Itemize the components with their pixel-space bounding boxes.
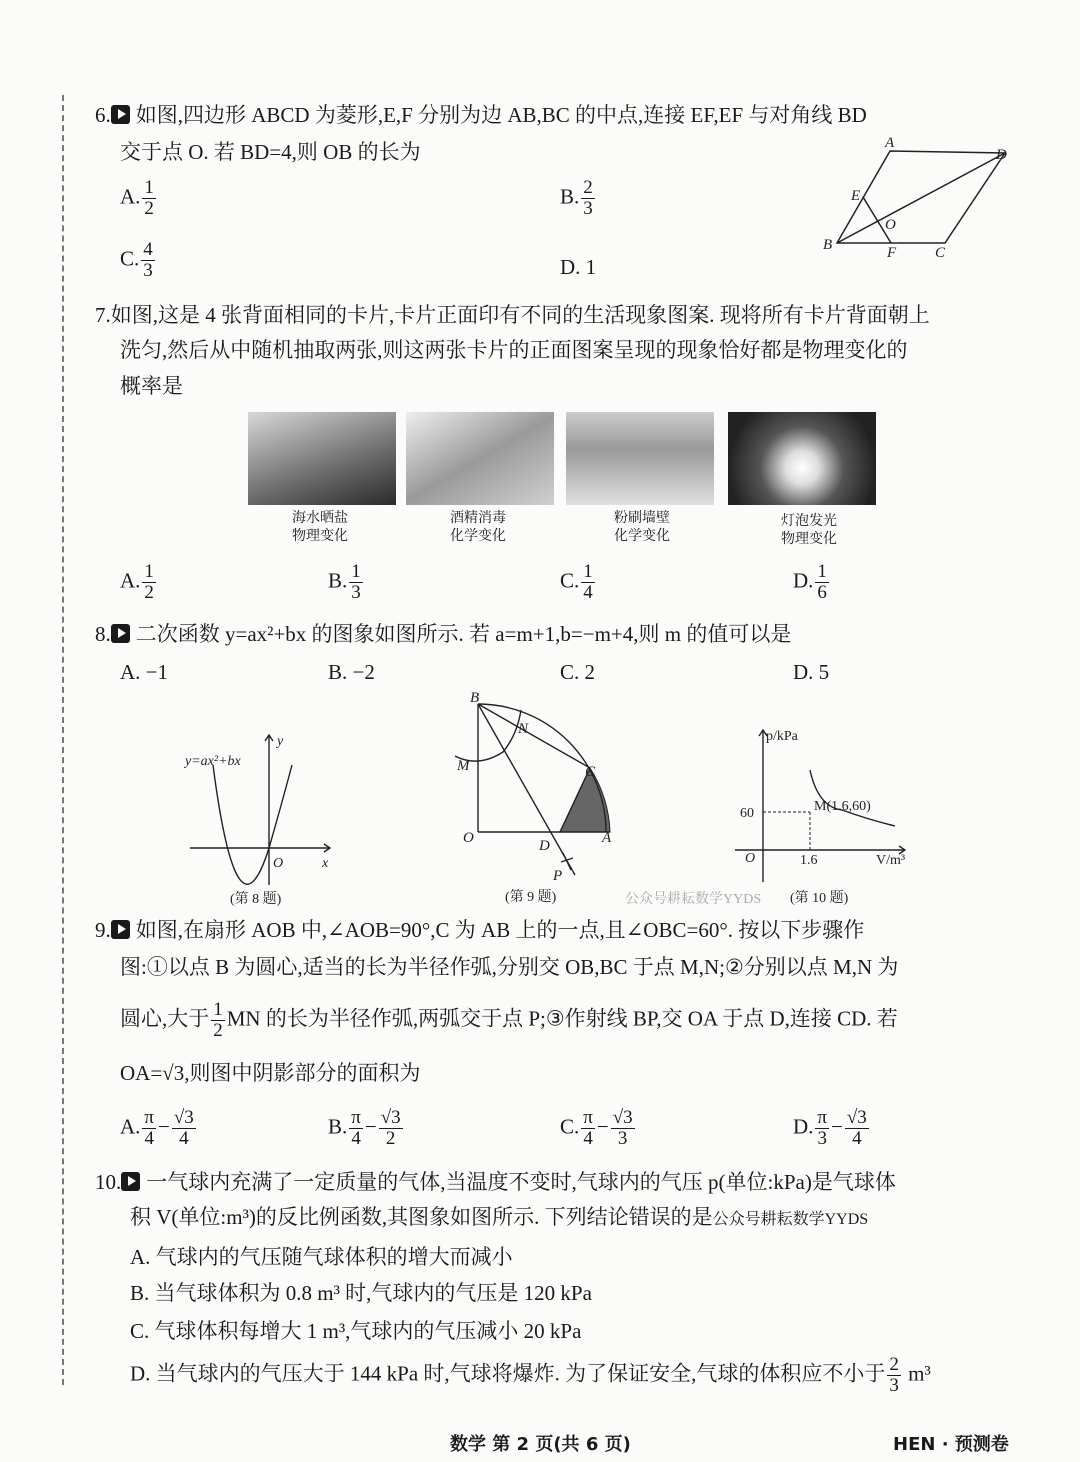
svg-text:O: O <box>463 830 474 846</box>
q7-option-d[interactable]: D. $\frac{1}{6}$ <box>793 561 827 603</box>
label-a: A <box>885 135 895 151</box>
label-e: E <box>851 188 861 204</box>
q6-line2: 交于点 O. 若 BD=4,则 OB 的长为 <box>120 140 421 164</box>
q7-line1: 7.如图,这是 4 张背面相同的卡片,卡片正面印有不同的生活现象图案. 现将所有卡片背面朝上 <box>95 303 930 327</box>
video-play-icon[interactable] <box>111 920 130 939</box>
q7-line2: 洗匀,然后从中随机抽取两张,则这两张卡片的正面图案呈现的现象恰好都是物理变化的 <box>120 338 908 362</box>
q9-option-a[interactable]: A. $\frac{\pi}{4}$ − $\frac{√3}{4}$ <box>120 1107 194 1149</box>
q8-option-b[interactable]: B. −2 <box>328 660 375 684</box>
svg-text:O: O <box>745 851 756 866</box>
svg-text:B: B <box>470 690 480 706</box>
label-o: O <box>885 217 896 233</box>
q8-option-a[interactable]: A. −1 <box>120 660 169 684</box>
q6-option-a[interactable]: A. $\frac{1}{2}$ <box>120 177 154 219</box>
svg-text:N: N <box>518 721 529 737</box>
q9-line1: 9. 如图,在扇形 AOB 中,∠AOB=90°,C 为 AB 上的一点,且∠OBC=60°. 按以下步骤作 <box>95 918 865 942</box>
question-text: 如图,四边形 ABCD 为菱形,E,F 分别为边 AB,BC 的中点,连接 EF,EF 与对角线 BD <box>135 103 867 127</box>
q10-option-c[interactable]: C. 气球体积每增大 1 m³,气球内的气压减小 20 kPa <box>130 1319 582 1343</box>
video-play-icon[interactable] <box>121 1172 140 1191</box>
card-image-sea-salt <box>248 412 396 505</box>
watermark: 公众号耕耘数学YYDS <box>625 892 762 907</box>
q7-option-c[interactable]: C. $\frac{1}{4}$ <box>560 561 593 603</box>
label-b: B <box>823 237 833 253</box>
q6-option-c[interactable]: C. $\frac{4}{3}$ <box>120 239 153 281</box>
video-play-icon[interactable] <box>111 105 130 124</box>
svg-text:C: C <box>585 764 596 780</box>
svg-text:V/m³: V/m³ <box>876 853 906 868</box>
q9-option-b[interactable]: B. $\frac{\pi}{4}$ − $\frac{√3}{2}$ <box>328 1107 401 1149</box>
question-number: 6. <box>95 103 111 127</box>
svg-text:60: 60 <box>740 806 754 821</box>
page-footer-number: 数学 第 2 页(共 6 页) <box>450 1434 631 1455</box>
q10-option-b[interactable]: B. 当气球体积为 0.8 m³ 时,气球内的气压是 120 kPa <box>130 1281 592 1305</box>
q10-option-d[interactable]: D. 当气球内的气压大于 144 kPa 时,气球将爆炸. 为了保证安全,气球的体积应不小于 $\frac{2}{3}$ m³ <box>130 1354 931 1396</box>
q6-line1 <box>95 105 867 126</box>
card-image-alcohol <box>406 412 554 505</box>
q9-line4: OA=√3,则图中阴影部分的面积为 <box>120 1061 421 1085</box>
label-d: D <box>996 147 1007 163</box>
q10-line2: 积 V(单位:m³)的反比例函数,其图象如图所示. 下列结论错误的是公众号耕耘数学YYDS <box>130 1205 869 1229</box>
q6-option-b[interactable]: B. $\frac{2}{3}$ <box>560 177 593 219</box>
svg-text:M: M <box>457 758 470 774</box>
card-image-painting <box>566 412 714 505</box>
svg-text:P: P <box>553 868 563 884</box>
page-footer-series: HEN · 预测卷 <box>893 1434 1009 1455</box>
q7-option-a[interactable]: A. $\frac{1}{2}$ <box>120 561 154 603</box>
card-caption: 酒精消毒 化学变化 <box>450 510 506 544</box>
svg-text:x: x <box>322 856 329 871</box>
q7-option-b[interactable]: B. $\frac{1}{3}$ <box>328 561 361 603</box>
svg-text:D: D <box>539 838 550 854</box>
q9-sector-figure <box>445 690 645 910</box>
q9-option-c[interactable]: C. $\frac{\pi}{4}$ − $\frac{√3}{3}$ <box>560 1107 633 1149</box>
figure-caption: (第 9 题) <box>505 890 557 905</box>
card-caption: 粉刷墙壁 化学变化 <box>614 510 670 544</box>
svg-text:O: O <box>273 856 284 871</box>
svg-text:y: y <box>277 734 284 749</box>
q6-rhombus-figure <box>815 135 1015 265</box>
svg-text:1.6: 1.6 <box>800 853 818 868</box>
q7-line3: 概率是 <box>120 374 183 398</box>
figure-caption: (第 10 题) <box>790 891 849 906</box>
q6-option-d[interactable]: D. 1 <box>560 255 597 279</box>
q8-line1: 8. 二次函数 y=ax²+bx 的图象如图所示. 若 a=m+1,b=−m+4,则 m 的值可以是 <box>95 622 792 646</box>
q10-line1: 10. 一气球内充满了一定质量的气体,当温度不变时,气球内的气压 p(单位:kPa)是气球体 <box>95 1170 896 1194</box>
label-c: C <box>935 245 946 261</box>
card-image-lightbulb <box>728 412 876 505</box>
figure-caption: (第 8 题) <box>230 892 282 907</box>
q8-option-d[interactable]: D. 5 <box>793 660 830 684</box>
svg-text:y=ax²+bx: y=ax²+bx <box>185 754 241 769</box>
svg-text:p/kPa: p/kPa <box>766 729 798 744</box>
watermark: 公众号耕耘数学YYDS <box>712 1211 869 1228</box>
card-caption: 灯泡发光 物理变化 <box>781 513 837 547</box>
q9-option-d[interactable]: D. $\frac{\pi}{3}$ − $\frac{√3}{4}$ <box>793 1107 867 1149</box>
q10-option-a[interactable]: A. 气球内的气压随气球体积的增大而减小 <box>130 1245 513 1269</box>
q9-line3: 圆心,大于 $\frac{1}{2}$ MN 的长为半径作弧,两弧交于点 P;③作射线 BP,交 OA 于点 D,连接 CD. 若 <box>120 999 898 1041</box>
svg-text:A: A <box>602 830 612 846</box>
card-caption: 海水晒盐 物理变化 <box>292 510 348 544</box>
binding-margin-line <box>62 95 64 1385</box>
q8-option-c[interactable]: C. 2 <box>560 660 596 684</box>
svg-text:M(1.6,60): M(1.6,60) <box>814 799 871 814</box>
q8-parabola-figure <box>180 725 350 910</box>
label-f: F <box>887 245 897 261</box>
q10-inverse-function-figure <box>730 722 930 910</box>
q9-line2: 图:①以点 B 为圆心,适当的长为半径作弧,分别交 OB,BC 于点 M,N;②分别以点 M,N 为 <box>120 955 899 979</box>
video-play-icon[interactable] <box>111 624 130 643</box>
